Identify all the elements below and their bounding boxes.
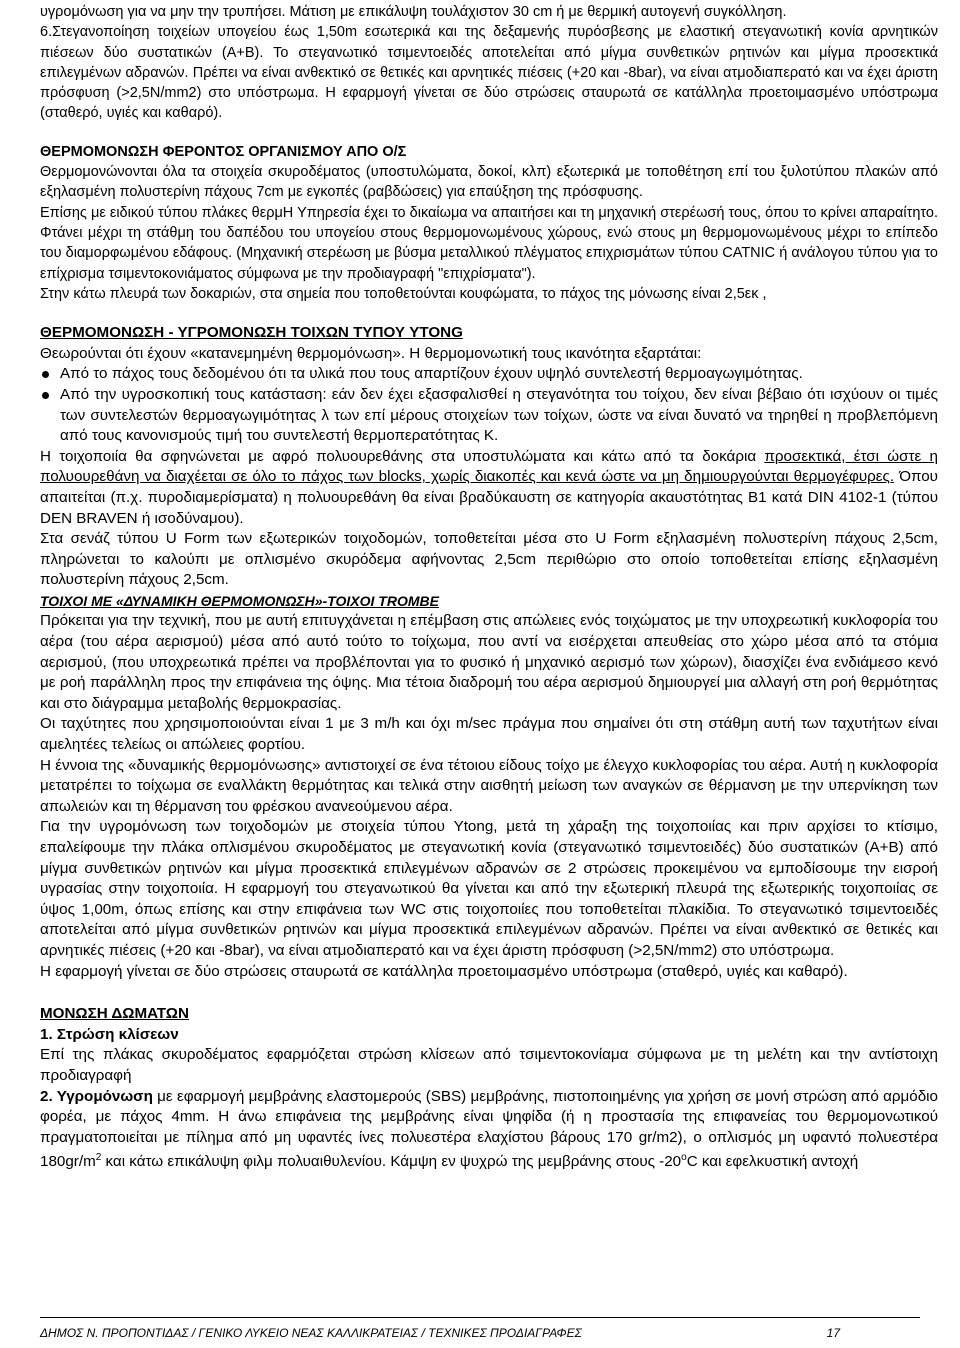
text-run: Η τοιχοποιία θα σφηνώνεται με αφρό πολυουρεθάνης στα υποστυλώματα και κάτω από τα δοκάρια: [40, 447, 765, 465]
list-item: [40, 364, 938, 385]
intro-section: [40, 2, 938, 124]
subsection-title: 2. Υγρομόνωση: [40, 1087, 153, 1105]
text-run: C και εφελκυστική αντοχή: [686, 1153, 859, 1171]
footer-text: ΔΗΜΟΣ Ν. ΠΡΟΠΟΝΤΙΔΑΣ / ΓΕΝΙΚΟ ΛΥΚΕΙΟ ΝΕΑΣ ΚΑΛΛΙΚΡΑΤΕΙΑΣ / ΤΕΧΝΙΚΕΣ ΠΡΟΔΙΑΓΡΑΦΕΣ: [40, 1326, 582, 1340]
bullet-icon: [42, 371, 49, 378]
section-heading: ΜΟΝΩΣΗ ΔΩΜΑΤΩΝ: [40, 1005, 189, 1023]
text-run: Όπου απαιτείται (π.χ. πυροδιαμερίσματα) η πολυουρεθάνη θα είναι βραδύκαυστη σε κατηγορία ακαυστότητας Β1 κατά DIN 4102-1 (τύπου DEN BRAVEN ή ισοδύναμου).: [40, 468, 938, 527]
paragraph: Οι ταχύτητες που χρησιμοποιούνται είναι 1 με 3 m/h και όχι m/sec πράγμα που σημαίνει ότι στη στάθμη αυτή των ταχυτήτων είναι αμελητέες τελείως οι απώλειες φορτίου.: [40, 715, 938, 754]
underlined-text: προσεκτικά, έτσι ώστε η πολυουρεθάνη να διαχέεται σε όλο το πάχος των blocks, χωρίς διακοπές και κενά ώστε να μη δημιουργούνται θερμογέφυρες.: [40, 447, 938, 486]
section-heading: ΘΕΡΜΟΜΟΝΩΣΗ - ΥΓΡΟΜΟΝΩΣΗ ΤΟΙΧΩΝ ΤΥΠΟΥ YTONG: [40, 324, 463, 342]
paragraph: 6.Στεγανοποίηση τοιχείων υπογείου έως 1,50m εσωτερικά και της δεξαμενής πυρόσβεσης με ελαστική στεγανωτική κονία αρνητικών πιέσεων δύο συστατικών (Α+Β). Το στεγανωτικό τσιμεντοειδές αποτελείται από μίγμα συνθετικών ρητινών και μίγμα προσεκτικά επιλεγμένων αδρανών. Πρέπει να είναι ανθεκτικό σε θετικές και αρνητικές πιέσεις (+20 και -8bar), να είναι ατμοδιαπερατό και να έχει άριστη πρόσφυση (>2,5N/mm2) στο υπόστρωμα. Η εφαρμογή γίνεται σε δύο στρώσεις σταυρωτά σε κατάλληλα προετοιμασμένο υπόστρωμα (σταθερό, υγιές και καθαρό).: [40, 24, 938, 122]
paragraph: Για την υγρομόνωση των τοιχοδομών με στοιχεία τύπου Ytong, μετά τη χάραξη της τοιχοποιίας και πριν αρχίσει το κτίσιμο, επαλείφουμε την πλάκα οπλισμένου σκυροδέματος με στεγανωτική κονία (στεγανωτικό τσιμεντοειδές) δύο συστατικών (Α+Β) από μίγμα συνθετικών ρητινών και μίγμα προσεκτικά επιλεγμένων αδρανών σε 2 στρώσεις προκειμένου να εμποδίσουμε την εισροή υγρασίας στην τοιχοποιία. Η εφαρμογή του στεγανωτικού θα γίνεται και από την εξωτερική πλευρά της εξωτερικής τοιχοποιίας σε ύψος 1,00m, όπως επίσης και στην επιφάνεια των WC στις τοιχοποιίες που τοποθετείται πλακίδια. Το στεγανωτικό τσιμεντοειδές αποτελείται από μίγμα συνθετικών ρητινών και μίγμα προσεκτικά επιλεγμένων αδρανών. Πρέπει να είναι ανθεκτικό σε θετικές και αρνητικές πιέσεις (+20 και -8bar), να είναι ατμοδιαπερατό και να έχει άριστη πρόσφυση (>2,5N/mm2) στο υπόστρωμα.: [40, 818, 938, 959]
text-run: και κάτω επικάλυψη φιλμ πολυαιθυλενίου. Κάμψη εν ψυχρώ της μεμβράνης στους -20: [101, 1153, 682, 1171]
paragraph: Θερμομονώνονται όλα τα στοιχεία σκυροδέματος (υποστυλώματα, δοκοί, κλπ) εξωτερικά με τοποθέτηση επί του ξυλοτύπου πλακών από εξηλασμένη πολυστερίνη πάχους 7cm με εγκοπές (ραβδώσεις) για επαύξηση της πρόσφυσης.: [40, 164, 938, 201]
superscript: ο: [681, 1152, 687, 1164]
list-item-text: Από την υγροσκοπική τους κατάσταση: εάν δεν έχει εξασφαλισθεί η στεγανότητα του τοίχου, δεν είναι βέβαιο ότι ισχύουν οι τιμές των συντελεστών θερμοαγωγιμότητας λ των επί μέρους στοιχείων των τοίχων, ώστε να είναι δυνατό να τηρηθεί η προβλεπόμενη από τους κανονισμούς τιμή του συντελεστή θερμοπερατότητας Κ.: [60, 385, 938, 445]
paragraph: [40, 1087, 938, 1173]
paragraph: Θεωρούνται ότι έχουν «κατανεμημένη θερμομόνωση». Η θερμομονωτική τους ικανότητα εξαρτάται:: [40, 344, 702, 362]
section-heading: ΘΕΡΜΟΜΟΝΩΣΗ ΦΕΡΟΝΤΟΣ ΟΡΓΑΝΙΣΜΟΥ ΑΠΟ Ο/Σ: [40, 143, 407, 160]
paragraph: [40, 447, 938, 529]
paragraph: Επί της πλάκας σκυροδέματος εφαρμόζεται στρώση κλίσεων από τσιμεντοκονίαμα σύμφωνα με τη μελέτη και την αντίστοιχη προδιαγραφή: [40, 1046, 938, 1084]
bullet-icon: [42, 392, 49, 399]
section-structure-insulation: [40, 142, 938, 304]
paragraph: Επίσης με ειδικού τύπου πλάκες θερμΗ Υπηρεσία έχει το δικαίωμα να απαιτήσει και τη μηχανική στερέωσή τους, όπου το κρίνει απαραίτητο. Φτάνει μέχρι τη στάθμη του δαπέδου του υπογείου στους θερμομονωμένους χώρους, ενώ στους μη θερμομονωμένους μέχρι το επίπεδο του διαμορφωμένου εδάφους. (Μηχανική στερέωση με βύσμα μεταλλικού πλέγματος επιχρισμάτων τύπου CATNIC ή ανάλογου τύπου για το επίχρισμα τσιμεντοκονιάματος σύμφωνα με την προδιαγραφή "επιχρίσματα").: [40, 204, 938, 282]
paragraph: Στην κάτω πλευρά των δοκαριών, στα σημεία που τοποθετούνται κουφώματα, το πάχος της μόνωσης είναι 2,5εκ ,: [40, 285, 767, 302]
paragraph: Η εφαρμογή γίνεται σε δύο στρώσεις σταυρωτά σε κατάλληλα προετοιμασμένο υπόστρωμα (σταθερό, υγιές και καθαρό).: [40, 962, 848, 980]
section-heading: ΤΟΙΧΟΙ ΜΕ «ΔΥΝΑΜΙΚΗ ΘΕΡΜΟΜΟΝΩΣΗ»-ΤΟΙΧΟΙ TROMBE: [40, 592, 439, 609]
superscript: 2: [95, 1152, 102, 1164]
subsection-title: 1. Στρώση κλίσεων: [40, 1025, 179, 1043]
list-item: [40, 385, 938, 447]
paragraph: Πρόκειται για την τεχνική, που με αυτή επιτυγχάνεται η επέμβαση στις απώλειες ενός τοιχώματος με την υποχρεωτική κυκλοφορία του αέρα (του αέρα αερισμού) μέσα από αυτό τούτο το τοίχωμα, που αντί να εισέρχεται απευθείας στο χώρο μέσα από τα στόμια αερισμού, (που υποχρεωτικά πρέπει να προβλέπονται για το φυσικό ή μηχανικό αερισμό των χώρων), διασχίζει ένα ενδιάμεσο κενό με ροή παράλληλη προς την επιφάνεια της όψης. Μια τέτοια διαδρομή του αέρα αερισμού δημιουργεί μια αλλαγή στη ροή θερμότητας και στο διάγραμμα μεταβολής θερμοκρασίας.: [40, 612, 938, 712]
paragraph: υγρομόνωση για να μην την τρυπήσει. Μάτιση με επικάλυψη τουλάχιστον 30 cm ή με θερμική αυτογενή συγκόλληση.: [40, 4, 787, 20]
paragraph: Στα σενάζ τύπου U Form των εξωτερικών τοιχοδομών, τοποθετείται μέσα στο U Form εξηλασμένη πολυστερίνη πάχους 2,5cm, πληρώνεται το καλούπι με οπλισμένο σκυρόδεμα αφήνοντας 2,5cm περιθώριο στο οποίο τοποθετείται επίσης εξηλασμένη πολυστερίνη πάχους 2,5cm.: [40, 530, 938, 589]
text-run: με εφαρμογή μεμβράνης ελαστομερούς (SBS) μεμβράνης, πιστοποιημένης για χρήση σε μονή στρώση από αρμόδιο φορέα, με πάχος 4mm. Η άνω επιφάνεια της μεμβράνης είναι ψηφίδα (ή η προστασία της επιφανείας του θερμομονωτικού πραγματοποιείται με πίλημα από μη υφαντές ίνες πολυεστέρα ελαχίστου βάρους 170 gr/m2), ο οπλισμός μη υφαντό πολυεστέρα 180gr/m: [40, 1087, 938, 1171]
paragraph: Η έννοια της «δυναμικής θερμομόνωσης» αντιστοιχεί σε ένα τέτοιου είδους τοίχο με έλεγχο κυκλοφορίας του αέρα. Αυτή η κυκλοφορία μετατρέπει το τοίχωμα σε εναλλάκτη θερμότητας και τελικά στην αισθητή μείωση των αναγκών σε θέρμανση με την υπερνίκηση των απωλειών και τη θέρμανση του φρέσκου ανανεούμενου αέρα.: [40, 756, 938, 815]
document-body: [40, 2, 938, 1173]
list-item-text: Από το πάχος τους δεδομένου ότι τα υλικά που τους απαρτίζουν έχουν υψηλό συντελεστή θερμοαγωγιμότητας.: [60, 365, 803, 383]
bullet-list: [40, 364, 938, 446]
page-number: 17: [826, 1326, 840, 1340]
section-ytong-walls: [40, 323, 938, 1173]
page-footer: [40, 1317, 920, 1341]
